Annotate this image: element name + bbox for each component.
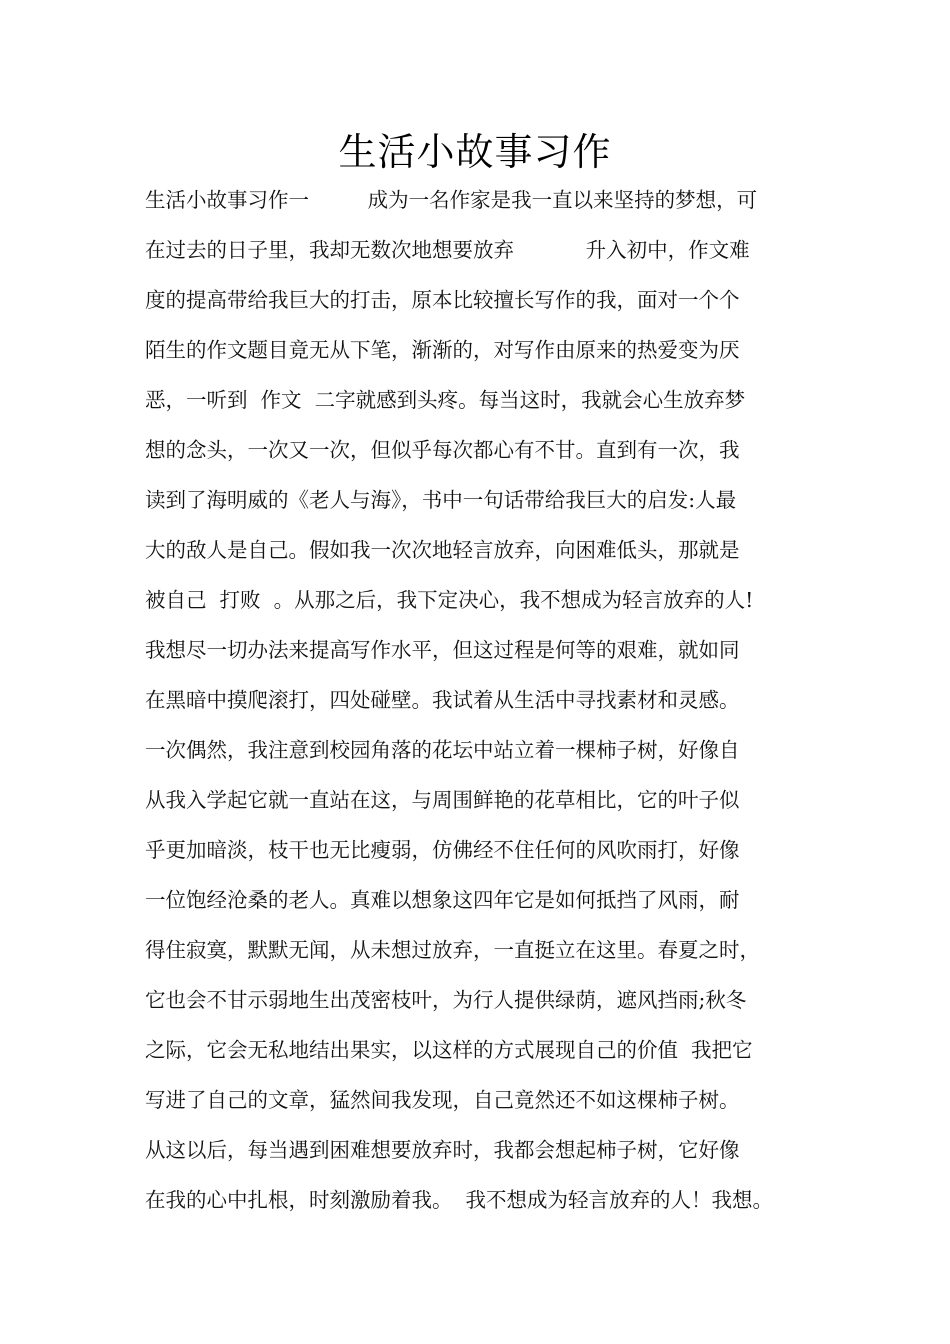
text-line: 恶，一听到 作文 二字就感到头疼。每当这时，我就会心生放弃梦 (145, 388, 746, 412)
text-line: 被自己 打败 。从那之后，我下定决心，我不想成为轻言放弃的人! (145, 588, 754, 612)
text-line: 之际，它会无私地结出果实，以这样的方式展现自己的价值 我把它 (145, 1038, 753, 1062)
document-title: 生活小故事习作 (338, 130, 612, 174)
text-line: 乎更加暗淡，枝干也无比瘦弱，仿佛经不住任何的风吹雨打，好像 (145, 838, 740, 862)
text-line: 从我入学起它就一直站在这，与周围鲜艳的花草相比，它的叶子似 (145, 788, 740, 812)
text-line: 陌生的作文题目竟无从下笔，渐渐的，对写作由原来的热爱变为厌 (145, 338, 740, 362)
text-line: 一次偶然，我注意到校园角落的花坛中站立着一棵柿子树，好像自 (145, 738, 740, 762)
text-line: 在黑暗中摸爬滚打，四处碰壁。我试着从生活中寻找素材和灵感。 (145, 688, 740, 712)
text-line: 在过去的日子里，我却无数次地想要放弃 升入初中，作文难 (145, 238, 750, 262)
text-line: 大的敌人是自己。假如我一次次地轻言放弃，向困难低头，那就是 (145, 538, 740, 562)
text-line: 从这以后，每当遇到困难想要放弃时，我都会想起柿子树，它好像 (145, 1138, 740, 1162)
text-line: 一位饱经沧桑的老人。真难以想象这四年它是如何抵挡了风雨，耐 (145, 888, 740, 912)
text-line: 得住寂寞，默默无闻，从未想过放弃，一直挺立在这里。春夏之时， (145, 938, 760, 962)
text-line: 读到了海明威的《老人与海》，书中一句话带给我巨大的启发:人最 (145, 488, 737, 512)
document-body (145, 181, 835, 1231)
text-line: 生活小故事习作一 成为一名作家是我一直以来坚持的梦想，可 (145, 188, 758, 212)
text-line: 想的念头，一次又一次，但似乎每次都心有不甘。直到有一次，我 (145, 438, 740, 462)
text-line: 它也会不甘示弱地生出茂密枝叶，为行人提供绿荫，遮风挡雨;秋冬 (145, 988, 747, 1012)
text-line: 写进了自己的文章，猛然间我发现，自己竟然还不如这棵柿子树。 (145, 1088, 740, 1112)
text-line: 在我的心中扎根，时刻激励着我。 我不想成为轻言放弃的人！我想。 (145, 1188, 774, 1212)
text-line: 我想尽一切办法来提高写作水平，但这过程是何等的艰难，就如同 (145, 638, 740, 662)
text-line: 度的提高带给我巨大的打击，原本比较擅长写作的我，面对一个个 (145, 288, 740, 312)
